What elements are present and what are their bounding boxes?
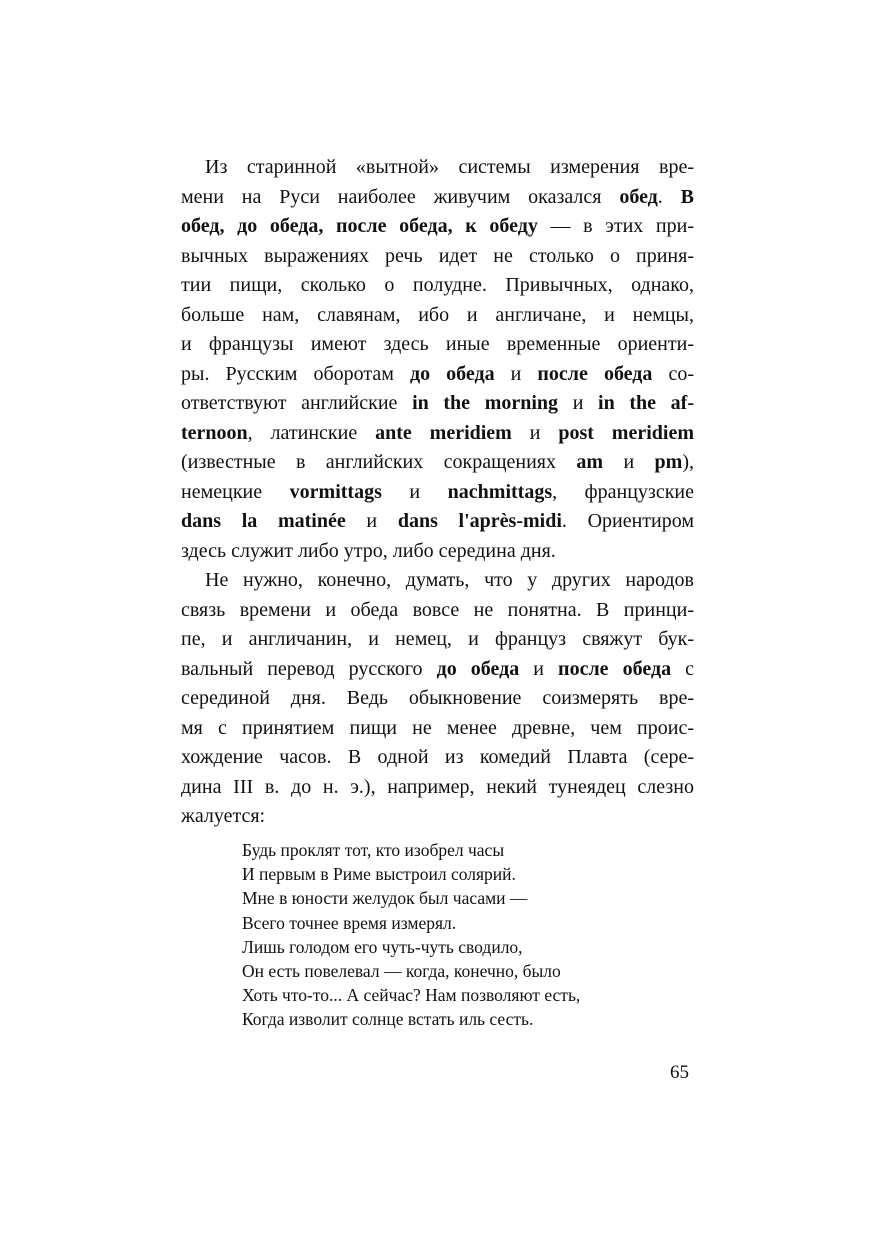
text-run: , латинские xyxy=(247,421,376,444)
bold-term: am xyxy=(576,451,604,473)
bold-term: обед, до обеда, после обеда, к обеду xyxy=(181,215,538,237)
bold-term: ante meridiem xyxy=(375,421,512,444)
text-run: и xyxy=(519,657,559,680)
text-run: пе, и англичанин, и немец, и француз свяжут бук- xyxy=(181,628,694,650)
bold-term: post meridiem xyxy=(558,421,694,444)
text-run: мя с принятием пищи не менее древне, чем проис- xyxy=(181,716,694,739)
poem-line: Всего точнее время измерял. xyxy=(242,912,457,933)
paragraph xyxy=(181,153,694,566)
bold-term: pm xyxy=(654,451,683,473)
text-line xyxy=(181,743,694,773)
text-run: и xyxy=(603,451,655,473)
text-line xyxy=(181,389,694,419)
text-run: ры. Русским оборотам xyxy=(181,362,410,385)
text-run: вальный перевод русского xyxy=(181,657,437,680)
text-line xyxy=(181,773,694,803)
text-run: и французы имеют здесь иные временные ориенти- xyxy=(181,333,694,355)
text-run: — в этих при- xyxy=(537,215,694,237)
poem-line: Будь проклят тот, кто изобрел часы xyxy=(242,840,505,860)
text-line xyxy=(181,419,694,449)
text-run: . xyxy=(657,185,681,208)
bold-term: после обеда xyxy=(537,362,653,385)
bold-term: В xyxy=(680,185,694,208)
text-line xyxy=(181,301,694,331)
text-line xyxy=(181,212,694,242)
text-line xyxy=(181,625,694,655)
poem-line: И первым в Риме выстроил солярий. xyxy=(242,864,516,885)
text-run: и xyxy=(494,362,538,385)
poem-line: Лишь голодом его чуть-чуть сводило, xyxy=(242,936,523,957)
poem-line: Мне в юности желудок был часами — xyxy=(242,888,528,909)
text-run: Из старинной «вытной» системы измерения вре- xyxy=(205,156,694,178)
bold-term: до обеда xyxy=(409,362,495,385)
text-run: хождение часов. В одной из комедий Плавта (сере- xyxy=(181,746,694,768)
text-line xyxy=(181,330,694,360)
text-line xyxy=(181,360,694,390)
bold-term: vormittags xyxy=(289,480,382,503)
poem-line: Хоть что-то... А сейчас? Нам позволяют есть, xyxy=(242,985,581,1006)
text-run: (известные в английских сокращениях xyxy=(181,451,577,473)
text-run: жалуется: xyxy=(181,805,266,827)
text-run: вычных выражениях речь идет не столько о приня- xyxy=(181,244,694,267)
bold-term: после обеда xyxy=(558,657,672,680)
text-run: ), xyxy=(682,451,694,473)
bold-term: dans l'après-midi xyxy=(397,510,562,532)
bold-term: in the af- xyxy=(598,392,694,414)
page-number: 65 xyxy=(670,1062,689,1083)
bold-term: обед xyxy=(619,185,658,208)
text-run: и xyxy=(511,421,559,444)
text-run: дина III в. до н. э.), например, некий тунеядец слезно xyxy=(181,775,694,798)
text-line xyxy=(181,802,694,832)
text-line xyxy=(181,448,694,478)
text-run: и xyxy=(381,480,448,503)
text-run: . Ориентиром xyxy=(561,510,694,532)
text-run: ответствуют английские xyxy=(181,392,413,414)
text-line xyxy=(181,478,694,508)
text-run: с xyxy=(671,657,694,680)
body-text xyxy=(181,153,694,832)
text-line xyxy=(181,183,694,213)
text-run: Не нужно, конечно, думать, что у других народов xyxy=(205,569,694,591)
text-line xyxy=(181,537,694,567)
text-line xyxy=(181,242,694,272)
text-run: и xyxy=(558,392,599,414)
text-line xyxy=(181,655,694,685)
text-run: со- xyxy=(652,362,694,385)
text-line xyxy=(181,507,694,537)
text-run: здесь служит либо утро, либо середина дня. xyxy=(181,539,556,562)
text-run: связь времени и обеда вовсе не понятна. В принци- xyxy=(181,598,694,621)
bold-term: ternoon xyxy=(181,421,248,444)
text-run: немецкие xyxy=(181,480,290,503)
text-line xyxy=(181,684,694,714)
text-line xyxy=(181,566,694,596)
text-run: и xyxy=(345,510,398,532)
text-run: мени на Руси наиболее живучим оказался xyxy=(181,185,620,208)
bold-term: до обеда xyxy=(436,657,520,680)
text-line xyxy=(181,596,694,626)
bold-term: dans la matinée xyxy=(181,510,346,532)
paragraph xyxy=(181,566,694,832)
bold-term: nachmittags xyxy=(447,480,553,503)
poem-line: Он есть повелевал — когда, конечно, было xyxy=(242,960,561,981)
text-run: серединой дня. Ведь обыкновение соизмерять вре- xyxy=(181,687,694,709)
text-run: тии пищи, сколько о полудне. Привычных, однако, xyxy=(181,274,694,296)
text-run: больше нам, славянам, ибо и англичане, и немцы, xyxy=(181,303,694,326)
text-run: , французские xyxy=(552,480,694,503)
text-line xyxy=(181,271,694,301)
text-line xyxy=(181,714,694,744)
poem-quote xyxy=(242,838,682,1032)
bold-term: in the morning xyxy=(412,392,559,414)
poem-line: Когда изволит солнце встать иль сесть. xyxy=(242,1009,534,1030)
text-line xyxy=(181,153,694,183)
